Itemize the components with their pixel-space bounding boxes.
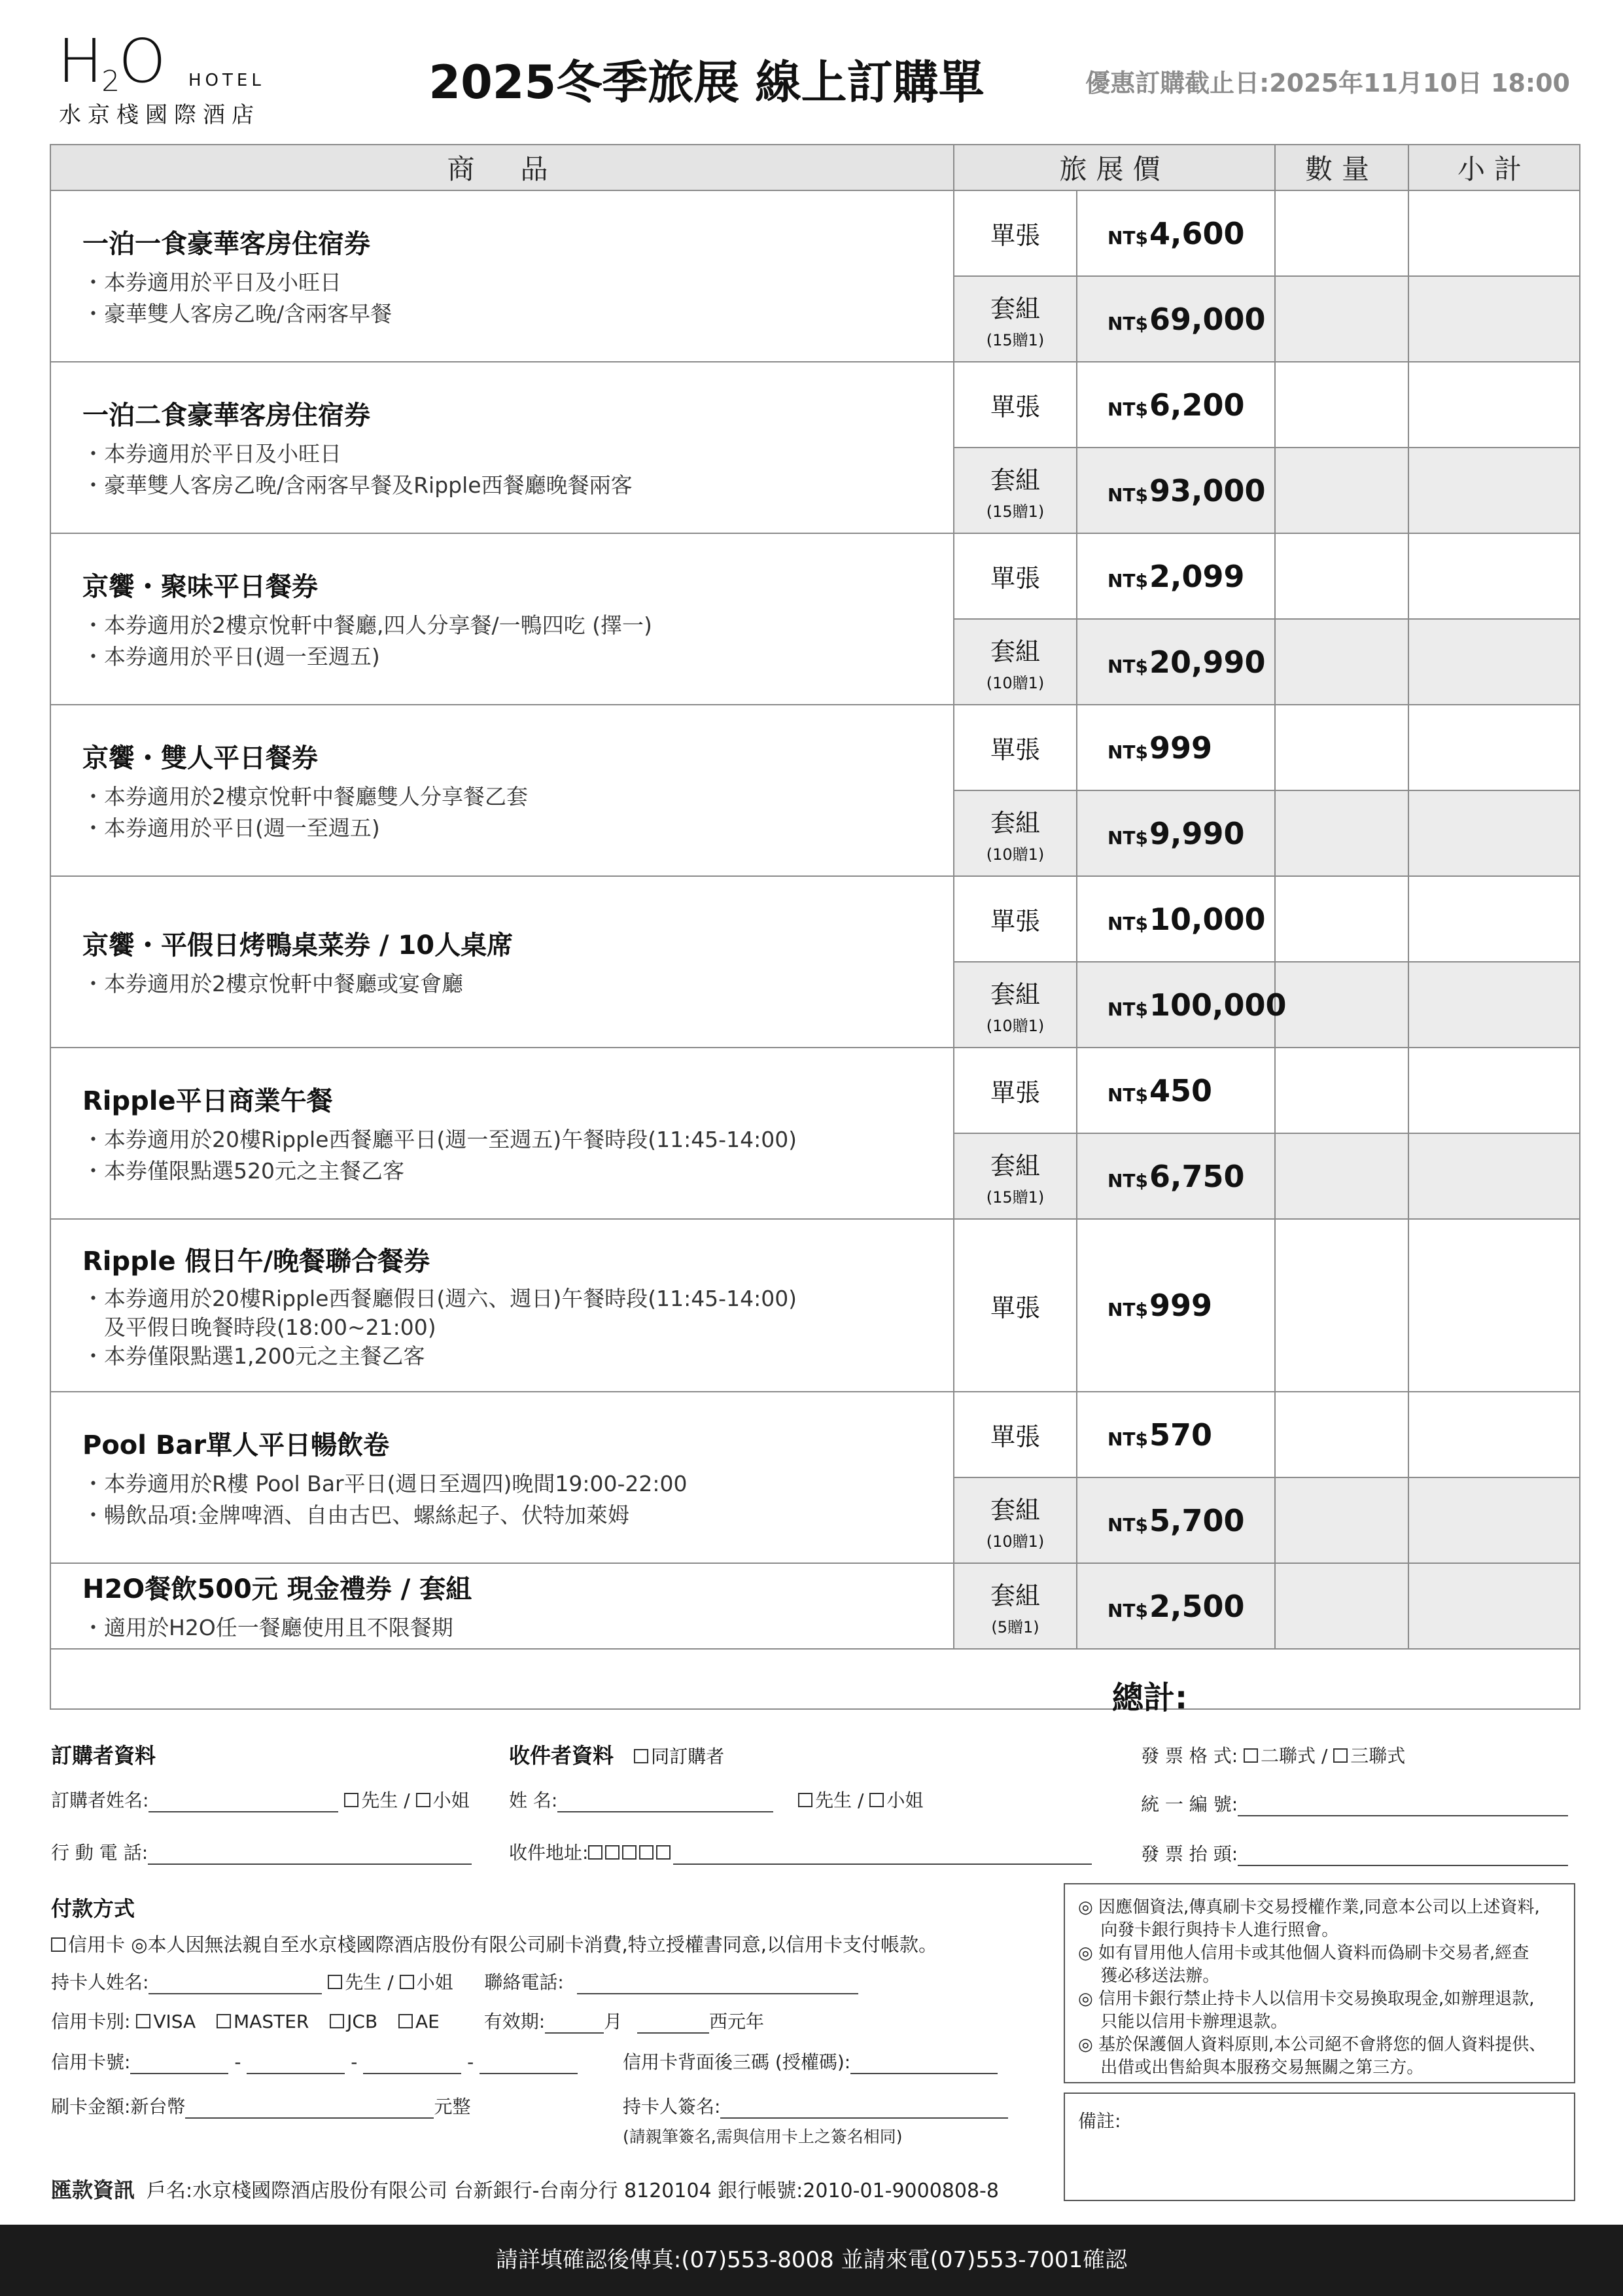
table-row <box>50 1219 1580 1392</box>
type-set: 套組 (10贈1) <box>954 962 1077 1048</box>
subtotal-field[interactable] <box>1408 1392 1580 1477</box>
note-line: ◎ 信用卡銀行禁止持卡人以信用卡交易換取現金,如辦理退款, <box>1078 1989 1535 2009</box>
price-set: NT$9,990 <box>1077 790 1275 876</box>
product-detail: ・本券適用於平日(週一至週五) <box>82 815 380 841</box>
total-field[interactable] <box>50 1649 1580 1709</box>
quantity-field[interactable] <box>1275 790 1408 876</box>
recipient-address-row <box>509 1839 1092 1865</box>
credit-auth-row <box>51 1930 937 1957</box>
signature-input[interactable] <box>720 2099 1008 2119</box>
total-label: 總計: <box>1112 1680 1188 1716</box>
note-line: 向發卡銀行與持卡人進行照會。 <box>1078 1920 1339 1940</box>
note-line: ◎ 基於保護個人資料原則,本公司絕不會將您的個人資料提供、 <box>1078 2035 1546 2055</box>
orderer-ms-checkbox[interactable] <box>416 1793 430 1807</box>
credit-card-label: 信用卡 <box>68 1934 126 1956</box>
price-set: NT$69,000 <box>1077 276 1275 362</box>
note-line: ◎ 如有冒用他人信用卡或其他個人資料而偽刷卡交易者,經查 <box>1078 1943 1529 1963</box>
card-type-row <box>51 2007 764 2034</box>
product-detail: ・本券適用於2樓京悅軒中餐廳,四人分享餐/一鴨四吃 (擇一) <box>82 612 652 638</box>
quantity-field[interactable] <box>1275 1133 1408 1219</box>
price-single: NT$6,200 <box>1077 362 1275 448</box>
expiry-label: 有效期: <box>483 2011 546 2032</box>
cvv-input[interactable] <box>850 2055 998 2074</box>
cardholder-name-input[interactable] <box>148 1975 322 1994</box>
quantity-field[interactable] <box>1275 876 1408 962</box>
table-row <box>50 190 1580 276</box>
page-title: 2025冬季旅展 線上訂購單 <box>428 56 985 109</box>
note-line: 只能以信用卡辦理退款。 <box>1078 2012 1288 2032</box>
invoice-title-row <box>1141 1840 1568 1866</box>
product-title: Ripple平日商業午餐 <box>82 1086 333 1116</box>
product-detail: ・暢飲品項:金牌啤酒、自由古巴、螺絲起子、伏特加萊姆 <box>82 1502 630 1528</box>
table-row <box>50 1048 1580 1133</box>
product-cell <box>50 362 954 533</box>
table-row <box>50 1563 1580 1649</box>
product-cell <box>50 705 954 876</box>
orderer-phone-input[interactable] <box>148 1845 472 1865</box>
logo-hotel-text: HOTEL <box>188 71 265 90</box>
type-single: 單張 <box>954 362 1077 448</box>
product-title: 一泊一食豪華客房住宿券 <box>82 228 370 259</box>
orderer-name-row <box>51 1786 470 1812</box>
cardholder-mr-label: 先生 / <box>345 1971 394 1993</box>
invoice-triplicate-label: 三聯式 <box>1350 1745 1406 1767</box>
price-single: NT$999 <box>1077 1219 1275 1392</box>
product-detail: ・適用於H2O任一餐廳使用且不限餐期 <box>82 1615 453 1640</box>
cardholder-row <box>51 1968 858 1994</box>
cardholder-mr-checkbox[interactable] <box>328 1975 342 1989</box>
table-row <box>50 705 1580 790</box>
expiry-year-input[interactable] <box>637 2014 709 2034</box>
product-detail: ・豪華雙人客房乙晚/含兩客早餐及Ripple西餐廳晚餐兩客 <box>82 472 633 498</box>
product-detail: ・本券適用於20樓Ripple西餐廳假日(週六、週日)午餐時段(11:45-14:00) <box>82 1285 797 1311</box>
note-line: 出借或出售給與本服務交易無關之第三方。 <box>1078 2058 1424 2077</box>
table-header-row <box>50 145 1580 190</box>
header-product: 商 品 <box>50 145 954 190</box>
amount-label: 刷卡金額:新台幣 <box>51 2096 186 2117</box>
product-detail: ・本券適用於20樓Ripple西餐廳平日(週一至週五)午餐時段(11:45-14:00) <box>82 1126 797 1152</box>
visa-checkbox[interactable] <box>136 2014 150 2028</box>
invoice-title-label: 發 票 抬 頭: <box>1141 1843 1238 1865</box>
product-cell <box>50 190 954 362</box>
type-set: 套組 (15贈1) <box>954 448 1077 533</box>
quantity-field[interactable] <box>1275 276 1408 362</box>
logo-mark: H2O <box>58 26 165 98</box>
product-table <box>50 144 1580 1710</box>
invoice-format-row <box>1141 1742 1405 1768</box>
footer-fax-notice: 請詳填確認後傳真:(07)553-8008 並請來電(07)553-7001確認 <box>0 2225 1623 2296</box>
orderer-mr-checkbox[interactable] <box>344 1793 358 1807</box>
product-title: 京饗・雙人平日餐券 <box>82 743 318 773</box>
card-number-part3[interactable] <box>363 2055 461 2074</box>
tax-id-input[interactable] <box>1238 1797 1568 1816</box>
ae-label: AE <box>415 2011 440 2032</box>
product-cell <box>50 1392 954 1563</box>
type-single: 單張 <box>954 190 1077 276</box>
subtotal-field[interactable] <box>1408 619 1580 705</box>
payment-heading: 付款方式 <box>51 1896 135 1921</box>
price-set: NT$93,000 <box>1077 448 1275 533</box>
type-set: 套組 (10贈1) <box>954 619 1077 705</box>
product-title: H2O餐飲500元 現金禮券 / 套組 <box>82 1574 472 1604</box>
subtotal-field[interactable] <box>1408 1563 1580 1649</box>
card-number-row: 信用卡號: - - - <box>51 2048 578 2074</box>
type-single: 單張 <box>954 1048 1077 1133</box>
price-single: NT$2,099 <box>1077 533 1275 619</box>
visa-label: VISA <box>153 2011 196 2032</box>
jcb-label: JCB <box>347 2011 378 2032</box>
table-row <box>50 533 1580 619</box>
type-single: 單張 <box>954 876 1077 962</box>
subtotal-field[interactable] <box>1408 362 1580 448</box>
recipient-address-input[interactable] <box>673 1845 1092 1865</box>
product-cell <box>50 1048 954 1219</box>
type-single: 單張 <box>954 1392 1077 1477</box>
product-detail: ・本券僅限點選520元之主餐乙客 <box>82 1157 404 1184</box>
zip-box[interactable] <box>622 1845 637 1860</box>
quantity-field[interactable] <box>1275 1563 1408 1649</box>
notes-box <box>1064 1883 1575 2083</box>
header-price: 旅展價 <box>954 145 1275 190</box>
quantity-field[interactable] <box>1275 705 1408 790</box>
subtotal-field[interactable] <box>1408 190 1580 276</box>
orderer-name-input[interactable] <box>148 1793 338 1812</box>
ae-checkbox[interactable] <box>398 2014 413 2028</box>
same-as-orderer-label: 同訂購者 <box>651 1746 725 1767</box>
orderer-name-label: 訂購者姓名: <box>51 1790 149 1811</box>
zip-box[interactable] <box>605 1845 620 1860</box>
remarks-label: 備註: <box>1078 2110 1121 2132</box>
invoice-duplicate-label: 二聯式 / <box>1261 1745 1328 1767</box>
invoice-duplicate-checkbox[interactable] <box>1244 1748 1258 1763</box>
master-checkbox[interactable] <box>217 2014 231 2028</box>
price-set: NT$20,990 <box>1077 619 1275 705</box>
subtotal-field[interactable] <box>1408 276 1580 362</box>
subtotal-field[interactable] <box>1408 1133 1580 1219</box>
product-detail: ・本券適用於平日及小旺日 <box>82 269 341 295</box>
product-detail: 及平假日晚餐時段(18:00~21:00) <box>82 1314 436 1340</box>
invoice-format-label: 發 票 格 式: <box>1141 1745 1238 1767</box>
tax-id-label: 統 一 編 號: <box>1141 1793 1238 1815</box>
price-set: NT$2,500 <box>1077 1563 1275 1649</box>
order-deadline: 優惠訂購截止日:2025年11月10日 18:00 <box>1085 69 1570 97</box>
subtotal-field[interactable] <box>1408 448 1580 533</box>
product-detail: ・本券適用於平日及小旺日 <box>82 440 341 467</box>
quantity-field[interactable] <box>1275 1477 1408 1563</box>
price-single: NT$10,000 <box>1077 876 1275 962</box>
product-title: 京饗・聚味平日餐券 <box>82 571 318 602</box>
price-set: NT$6,750 <box>1077 1133 1275 1219</box>
quantity-field[interactable] <box>1275 1392 1408 1477</box>
quantity-field[interactable] <box>1275 362 1408 448</box>
product-detail: ・本券僅限點選1,200元之主餐乙客 <box>82 1343 425 1369</box>
product-title: Ripple 假日午/晚餐聯合餐券 <box>82 1246 430 1277</box>
cardholder-ms-label: 小姐 <box>416 1971 453 1993</box>
type-set: 套組 (10贈1) <box>954 1477 1077 1563</box>
master-label: MASTER <box>234 2011 309 2032</box>
credit-auth-text: ◎本人因無法親自至水京棧國際酒店股份有限公司刷卡消費,特立授權書同意,以信用卡支付帳款。 <box>131 1934 937 1956</box>
type-set: 套組 (5贈1) <box>954 1563 1077 1649</box>
subtotal-field[interactable] <box>1408 533 1580 619</box>
type-single: 單張 <box>954 533 1077 619</box>
subtotal-field[interactable] <box>1408 1219 1580 1392</box>
product-cell <box>50 1563 954 1649</box>
price-set: NT$100,000 <box>1077 962 1275 1048</box>
expiry-year-label: 西元年 <box>709 2011 765 2032</box>
hotel-logo <box>58 26 267 130</box>
quantity-field[interactable] <box>1275 533 1408 619</box>
recipient-ms-checkbox[interactable] <box>869 1793 884 1807</box>
invoice-triplicate-checkbox[interactable] <box>1333 1748 1348 1763</box>
orderer-mr-label: 先生 / <box>361 1790 410 1811</box>
note-line: ◎ 因應個資法,傳真刷卡交易授權作業,同意本公司以上述資料, <box>1078 1898 1540 1917</box>
card-number-part2[interactable] <box>247 2055 345 2074</box>
total-row <box>50 1649 1580 1709</box>
recipient-name-input[interactable] <box>557 1793 773 1812</box>
remittance-info <box>51 2174 999 2204</box>
subtotal-field[interactable] <box>1408 876 1580 962</box>
recipient-name-label: 姓 名: <box>509 1790 558 1811</box>
product-detail: ・本券適用於R樓 Pool Bar平日(週日至週四)晚間19:00-22:00 <box>82 1470 688 1496</box>
product-title: Pool Bar單人平日暢飲卷 <box>82 1430 390 1460</box>
zip-box[interactable] <box>656 1845 671 1860</box>
product-cell <box>50 876 954 1048</box>
subtotal-field[interactable] <box>1408 1048 1580 1133</box>
subtotal-field[interactable] <box>1408 790 1580 876</box>
product-title: 一泊二食豪華客房住宿券 <box>82 400 370 431</box>
quantity-field[interactable] <box>1275 962 1408 1048</box>
product-detail: ・本券適用於2樓京悅軒中餐廳或宴會廳 <box>82 970 463 997</box>
header-quantity: 數量 <box>1275 145 1408 190</box>
card-number-part1[interactable] <box>130 2055 228 2074</box>
subtotal-field[interactable] <box>1408 1477 1580 1563</box>
product-detail: ・豪華雙人客房乙晚/含兩客早餐 <box>82 300 393 327</box>
product-detail: ・本券適用於平日(週一至週五) <box>82 643 380 669</box>
type-set: 套組 (10贈1) <box>954 790 1077 876</box>
orderer-phone-row <box>51 1839 472 1865</box>
header-subtotal: 小計 <box>1408 145 1580 190</box>
table-row <box>50 362 1580 448</box>
recipient-heading: 收件者資料 同訂購者 <box>509 1743 725 1768</box>
quantity-field[interactable] <box>1275 448 1408 533</box>
product-title: 京饗・平假日烤鴨桌菜券 / 10人桌席 <box>82 930 514 961</box>
cardholder-ms-checkbox[interactable] <box>400 1975 414 1989</box>
cvv-label: 信用卡背面後三碼 (授權碼): <box>623 2051 851 2073</box>
quantity-field[interactable] <box>1275 1048 1408 1133</box>
type-set: 套組 (15贈1) <box>954 1133 1077 1219</box>
cvv-row <box>623 2048 998 2074</box>
price-single: NT$4,600 <box>1077 190 1275 276</box>
product-cell <box>50 1219 954 1392</box>
zip-box[interactable] <box>588 1845 602 1860</box>
quantity-field[interactable] <box>1275 190 1408 276</box>
recipient-mr-label: 先生 / <box>815 1790 864 1811</box>
contact-phone-input[interactable] <box>577 1975 858 1994</box>
jcb-checkbox[interactable] <box>330 2014 344 2028</box>
expiry-month-label: 月 <box>604 2011 623 2032</box>
recipient-address-label: 收件地址: <box>509 1842 589 1863</box>
logo-chinese-name: 水京棧國際酒店 <box>59 102 260 128</box>
subtotal-field[interactable] <box>1408 705 1580 790</box>
card-number-part4[interactable] <box>480 2055 578 2074</box>
card-number-label: 信用卡號: <box>51 2051 131 2073</box>
price-set: NT$5,700 <box>1077 1477 1275 1563</box>
price-single: NT$570 <box>1077 1392 1275 1477</box>
zip-box[interactable] <box>639 1845 654 1860</box>
quantity-field[interactable] <box>1275 619 1408 705</box>
price-single: NT$450 <box>1077 1048 1275 1133</box>
amount-input[interactable] <box>185 2099 434 2119</box>
cardholder-name-label: 持卡人姓名: <box>51 1971 149 1993</box>
subtotal-field[interactable] <box>1408 962 1580 1048</box>
recipient-name-row <box>509 1786 923 1812</box>
same-as-orderer-checkbox[interactable] <box>634 1749 648 1763</box>
price-single: NT$999 <box>1077 705 1275 790</box>
remittance-text: 戶名:水京棧國際酒店股份有限公司 台新銀行-台南分行 8120104 銀行帳號:2010-01-9000808-8 <box>147 2180 999 2202</box>
type-single: 單張 <box>954 705 1077 790</box>
signature-note: (請親筆簽名,需與信用卡上之簽名相同) <box>623 2127 903 2146</box>
orderer-phone-label: 行 動 電 話: <box>51 1842 148 1863</box>
product-cell <box>50 533 954 705</box>
remarks-field[interactable] <box>1064 2093 1575 2201</box>
orderer-heading: 訂購者資料 <box>51 1743 156 1768</box>
expiry-month-input[interactable] <box>545 2014 604 2034</box>
amount-unit: 元整 <box>434 2096 471 2117</box>
recipient-ms-label: 小姐 <box>886 1790 924 1811</box>
recipient-mr-checkbox[interactable] <box>798 1793 812 1807</box>
product-detail: ・本券適用於2樓京悅軒中餐廳雙人分享餐乙套 <box>82 783 528 809</box>
card-type-label: 信用卡別: <box>51 2011 131 2032</box>
type-set: 套組 (15贈1) <box>954 276 1077 362</box>
note-line: 獲必移送法辦。 <box>1078 1966 1220 1986</box>
invoice-title-input[interactable] <box>1238 1846 1568 1866</box>
type-single: 單張 <box>954 1219 1077 1392</box>
quantity-field[interactable] <box>1275 1219 1408 1392</box>
orderer-ms-label: 小姐 <box>432 1790 470 1811</box>
table-row <box>50 1392 1580 1477</box>
signature-row <box>623 2093 1008 2119</box>
remittance-heading: 匯款資訊 <box>51 2178 135 2202</box>
table-row <box>50 876 1580 962</box>
amount-row <box>51 2093 470 2119</box>
tax-id-row <box>1141 1790 1568 1816</box>
credit-card-checkbox[interactable] <box>51 1937 65 1952</box>
signature-label: 持卡人簽名: <box>623 2096 721 2117</box>
contact-phone-label: 聯絡電話: <box>484 1971 564 1993</box>
